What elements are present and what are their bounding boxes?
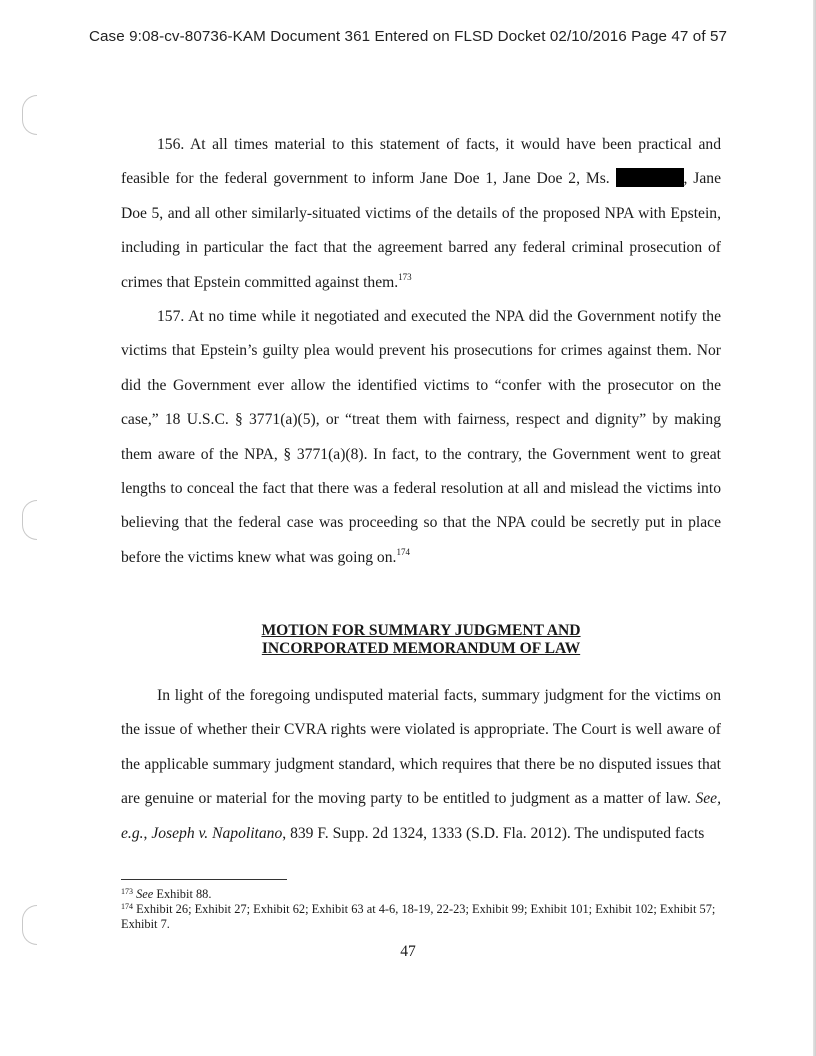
paragraph-157-text: 157. At no time while it negotiated and executed the NPA did the Government notify the victims that Epstein’s guilty plea would prevent his prosecutions for crimes against them. Nor did the Government ever allow the identified victims to “confer with the prosecutor on the case,” 18 U.S.C. § 3771(a)(5), or “treat them with fairness, respect and dignity” by making them aware of the NPA, § 3771(a)(8). In fact, to the contrary, the Government went to great lengths to conceal the fact that there was a federal resolution at all and mislead the victims into believing that the federal case was proceeding so that the NPA could be secretly put in place before the victims knew what was going on. bbox=[121, 308, 721, 566]
binder-hole-mark bbox=[22, 95, 37, 135]
footnote-separator bbox=[121, 879, 287, 880]
footnote-173 bbox=[121, 887, 721, 902]
section-heading-line-2: INCORPORATED MEMORANDUM OF LAW bbox=[261, 640, 581, 657]
paragraph-motion-comma: , bbox=[143, 824, 152, 842]
paragraph-motion-text-a: In light of the foregoing undisputed material facts, summary judgment for the victims on the issue of whether their CVRA rights were violated is appropriate. The Court is well aware of the applicable summary judgment standard, which requires that there be no disputed issues that are genuine or material for the moving party to be entitled to judgment as a matter of law. bbox=[121, 687, 721, 808]
footnote-174-text: Exhibit 26; Exhibit 27; Exhibit 62; Exhibit 63 at 4-6, 18-19, 22-23; Exhibit 99; Exhibit 101; Exhibit 102; Exhibit 57; Exhibit 7. bbox=[121, 902, 716, 932]
footnote-173-see: See bbox=[136, 887, 154, 901]
section-heading bbox=[121, 622, 721, 658]
see-eg-signal: See, e.g. bbox=[121, 790, 721, 842]
binder-hole-mark bbox=[22, 905, 37, 945]
redaction-box bbox=[616, 168, 684, 187]
paragraph-156-text-a: 156. At all times material to this statement of facts, it would have been practical and feasible for the federal government to inform Jane Doe 1, Jane Doe 2, Ms. bbox=[121, 136, 721, 188]
footnote-ref-173: 173 bbox=[398, 271, 412, 282]
paragraph-156-text-b: , Jane Doe 5, and all other similarly-situated victims of the details of the proposed NPA with Epstein, including in particular the fact that the agreement barred any federal criminal prosecution of crimes that Epstein committed against them. bbox=[121, 170, 721, 291]
footnote-173-number: 173 bbox=[121, 887, 133, 896]
footnote-174-number: 174 bbox=[121, 902, 133, 912]
footnote-ref-174: 174 bbox=[396, 546, 410, 557]
case-header: Case 9:08-cv-80736-KAM Document 361 Entered on FLSD Docket 02/10/2016 Page 47 of 57 bbox=[88, 28, 728, 45]
paragraph-motion-text-b: , 839 F. Supp. 2d 1324, 1333 (S.D. Fla. 2012). The undisputed facts bbox=[282, 824, 705, 842]
paragraph-motion bbox=[121, 679, 721, 851]
footnote-174 bbox=[121, 902, 721, 932]
section-heading-line-1: MOTION FOR SUMMARY JUDGMENT AND bbox=[261, 622, 581, 639]
binder-hole-mark bbox=[22, 500, 37, 540]
page-number: 47 bbox=[400, 943, 416, 960]
paragraph-156 bbox=[121, 128, 721, 300]
case-citation-name: Joseph v. Napolitano bbox=[151, 824, 283, 842]
footnote-173-text: Exhibit 88. bbox=[153, 887, 212, 901]
paragraph-157 bbox=[121, 300, 721, 575]
footnotes bbox=[121, 887, 721, 933]
